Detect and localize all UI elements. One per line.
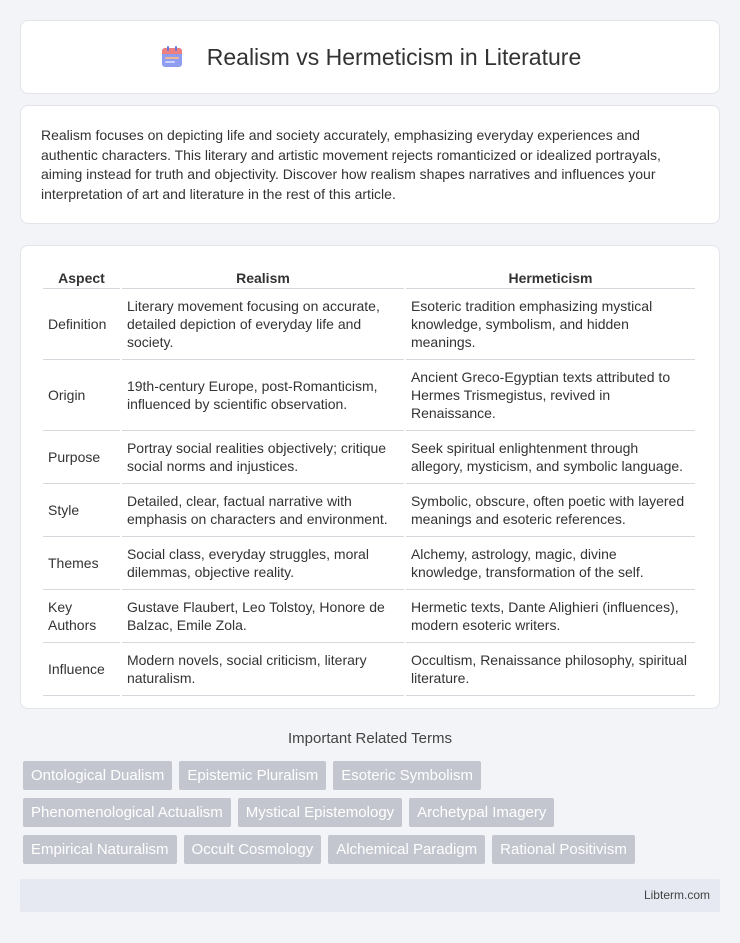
related-term-tag[interactable]: Mystical Epistemology [238,798,402,827]
header-aspect: Aspect [43,264,120,289]
row-aspect: Origin [43,360,120,431]
row-hermeticism: Symbolic, obscure, often poetic with layered meanings and esoteric references. [406,484,695,537]
row-hermeticism: Esoteric tradition emphasizing mystical knowledge, symbolism, and hidden meanings. [406,289,695,360]
related-term-tag[interactable]: Esoteric Symbolism [333,761,481,790]
page-title: Realism vs Hermeticism in Literature [206,43,582,70]
table-header-row [43,264,695,289]
row-hermeticism: Occultism, Renaissance philosophy, spiritual literature. [406,643,695,696]
header-card [20,20,720,94]
related-term-tag[interactable]: Rational Positivism [492,835,635,864]
row-aspect: Themes [43,537,120,590]
table-row [43,484,695,537]
related-term-tag[interactable]: Archetypal Imagery [409,798,554,827]
related-term-tag[interactable]: Ontological Dualism [23,761,172,790]
table-row [43,360,695,431]
calendar-icon [159,44,185,70]
footer [20,879,720,912]
related-term-tag[interactable]: Alchemical Paradigm [328,835,485,864]
row-realism: Gustave Flaubert, Leo Tolstoy, Honore de Balzac, Emile Zola. [122,590,404,643]
related-terms-title: Important Related Terms [288,730,452,747]
row-hermeticism: Seek spiritual enlightenment through allegory, mysticism, and symbolic language. [406,431,695,484]
row-realism: Literary movement focusing on accurate, detailed depiction of everyday life and society. [122,289,404,360]
row-realism: Detailed, clear, factual narrative with emphasis on characters and environment. [122,484,404,537]
row-realism: Modern novels, social criticism, literary naturalism. [122,643,404,696]
related-term-tag[interactable]: Occult Cosmology [184,835,322,864]
row-hermeticism: Hermetic texts, Dante Alighieri (influences), modern esoteric writers. [406,590,695,643]
row-aspect: Key Authors [43,590,120,643]
comparison-card [20,245,720,709]
row-aspect: Purpose [43,431,120,484]
tag-row [23,835,723,864]
tag-row [23,798,723,827]
related-term-tag[interactable]: Empirical Naturalism [23,835,177,864]
row-aspect: Influence [43,643,120,696]
intro-card [20,105,720,224]
tag-row [23,761,723,790]
row-hermeticism: Ancient Greco-Egyptian texts attributed to Hermes Trismegistus, revived in Renaissance. [406,360,695,431]
comparison-table [41,264,697,696]
table-row [43,643,695,696]
row-aspect: Definition [43,289,120,360]
header-hermeticism: Hermeticism [406,264,695,289]
row-hermeticism: Alchemy, astrology, magic, divine knowledge, transformation of the self. [406,537,695,590]
table-row [43,289,695,360]
table-row [43,431,695,484]
table-row [43,537,695,590]
header-realism: Realism [122,264,404,289]
related-term-tag[interactable]: Epistemic Pluralism [179,761,326,790]
related-terms [23,761,723,872]
related-term-tag[interactable]: Phenomenological Actualism [23,798,231,827]
row-realism: 19th-century Europe, post-Romanticism, influenced by scientific observation. [122,360,404,431]
row-aspect: Style [43,484,120,537]
row-realism: Social class, everyday struggles, moral dilemmas, objective reality. [122,537,404,590]
row-realism: Portray social realities objectively; critique social norms and injustices. [122,431,404,484]
intro-text: Realism focuses on depicting life and society accurately, emphasizing everyday experiences and authentic characters. This literary and artistic movement rejects romanticized or idealized portrayals, aiming instead for truth and objectivity. Discover how realism shapes narratives and influences your interpretation of art and literature in the rest of this article. [41,127,661,202]
table-row [43,590,695,643]
footer-brand[interactable]: Libterm.com [643,888,710,902]
